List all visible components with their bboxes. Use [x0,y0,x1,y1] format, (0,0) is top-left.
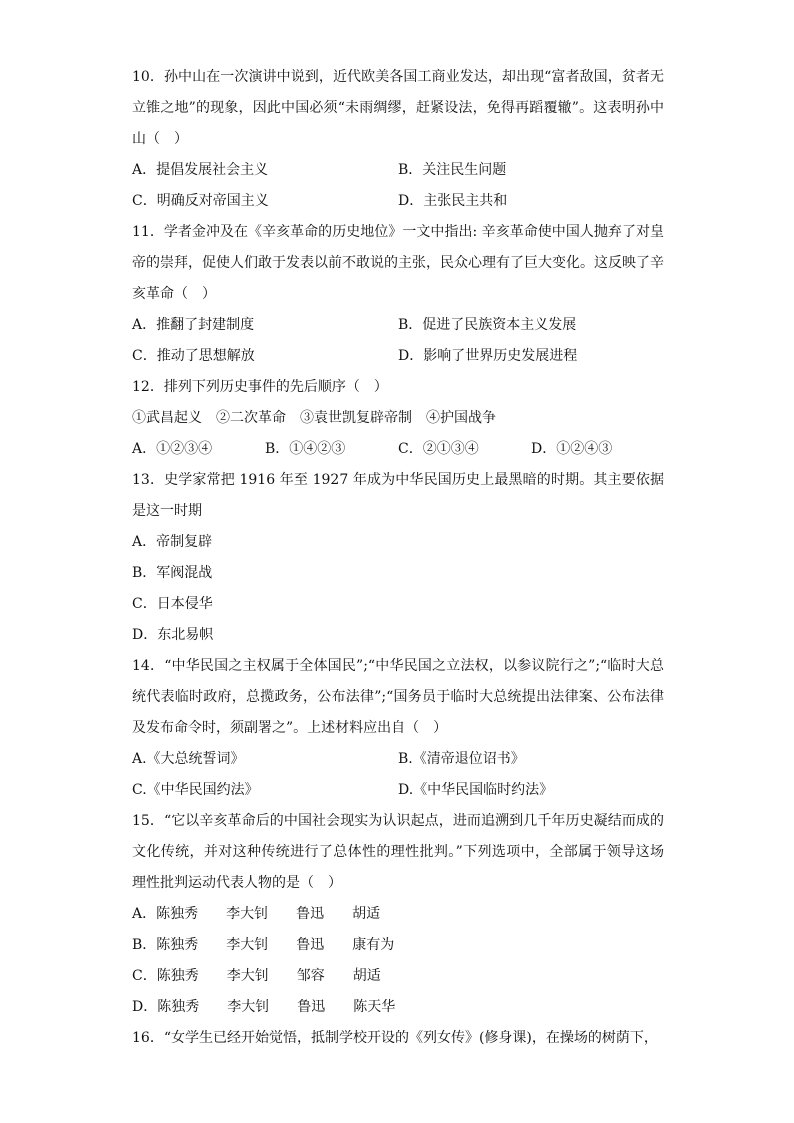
question-stem: 12．排列下列历史事件的先后顺序（ ） [132,379,388,395]
question-11 [132,217,664,372]
question-16 [132,1023,664,1054]
question-stem: 13．史学家常把 1916 年至 1927 年成为中华民国历史上最黑暗的时期。其主要依据是这一时期 [132,472,664,519]
option-d[interactable]: D．东北易帜 [132,627,214,643]
question-stem: 15．“它以辛亥革命后的中国社会现实为认识起点，进而追溯到几千年历史凝结而成的文化传统，并对这种传统进行了总体性的理性批判。”下列选项中，全部属于领导这场理性批判运动代表人物的是（ ） [132,813,664,891]
option-d[interactable]: D．主张民主共和 [398,193,508,209]
option-c[interactable]: C．②①③④ [398,441,479,457]
option-a[interactable]: A．提倡发展社会主义 [132,162,269,178]
option-d[interactable]: D．陈独秀 李大钊 鲁迅 陈天华 [132,999,396,1015]
option-c[interactable]: C．推动了思想解放 [132,348,255,364]
option-b[interactable]: B．军阀混战 [132,565,213,581]
option-b[interactable]: B．陈独秀 李大钊 鲁迅 康有为 [132,937,395,953]
question-stem: 16．“女学生已经开始觉悟，抵制学校开设的《列女传》(修身课)，在操场的树荫下， [132,1030,658,1046]
option-b[interactable]: B．①④②③ [265,441,346,457]
question-13 [132,465,664,651]
option-d[interactable]: D.《中华民国临时约法》 [398,782,554,798]
option-d[interactable]: D．影响了世界历史发展进程 [398,348,578,364]
question-stem: 14．“中华民国之主权属于全体国民”;“中华民国之立法权，以参议院行之”;“临时大总统代表临时政府，总揽政务，公布法律”;“国务员于临时大总统提出法律案、公布法律及发布命令时，须副署之”。上述材料应出自（ ） [132,658,664,736]
option-b[interactable]: B．关注民生问题 [398,162,507,178]
option-c[interactable]: C．陈独秀 李大钊 邹容 胡适 [132,968,381,984]
option-a[interactable]: A．推翻了封建制度 [132,317,255,333]
question-14 [132,651,664,806]
option-c[interactable]: C．明确反对帝国主义 [132,193,269,209]
option-a[interactable]: A．陈独秀 李大钊 鲁迅 胡适 [132,906,381,922]
question-stem: 11．学者金冲及在《辛亥革命的历史地位》一文中指出: 辛亥革命使中国人抛弃了对皇帝的崇拜，促使人们敢于发表以前不敢说的主张，民众心理有了巨大变化。这反映了辛亥革命（ ） [132,224,664,302]
option-c[interactable]: C．日本侵华 [132,596,213,612]
option-a[interactable]: A．帝制复辟 [132,534,213,550]
option-c[interactable]: C.《中华民国约法》 [132,782,259,798]
event-list: ①武昌起义 ②二次革命 ③袁世凯复辟帝制 ④护国战争 [132,410,496,426]
question-10 [132,62,664,217]
option-a[interactable]: A.《大总统誓词》 [132,751,245,767]
option-a[interactable]: A．①②③④ [132,441,213,457]
question-stem: 10．孙中山在一次演讲中说到，近代欧美各国工商业发达，却出现“富者敌国，贫者无立锥之地”的现象，因此中国必须“未雨绸缪，赶紧设法，免得再蹈覆辙”。这表明孙中山（ ） [132,69,664,147]
question-12 [132,372,664,465]
option-b[interactable]: B.《清帝退位诏书》 [398,751,525,767]
option-d[interactable]: D．①②④③ [531,441,613,457]
option-b[interactable]: B．促进了民族资本主义发展 [398,317,577,333]
question-list [132,62,664,1054]
question-15 [132,806,664,1023]
